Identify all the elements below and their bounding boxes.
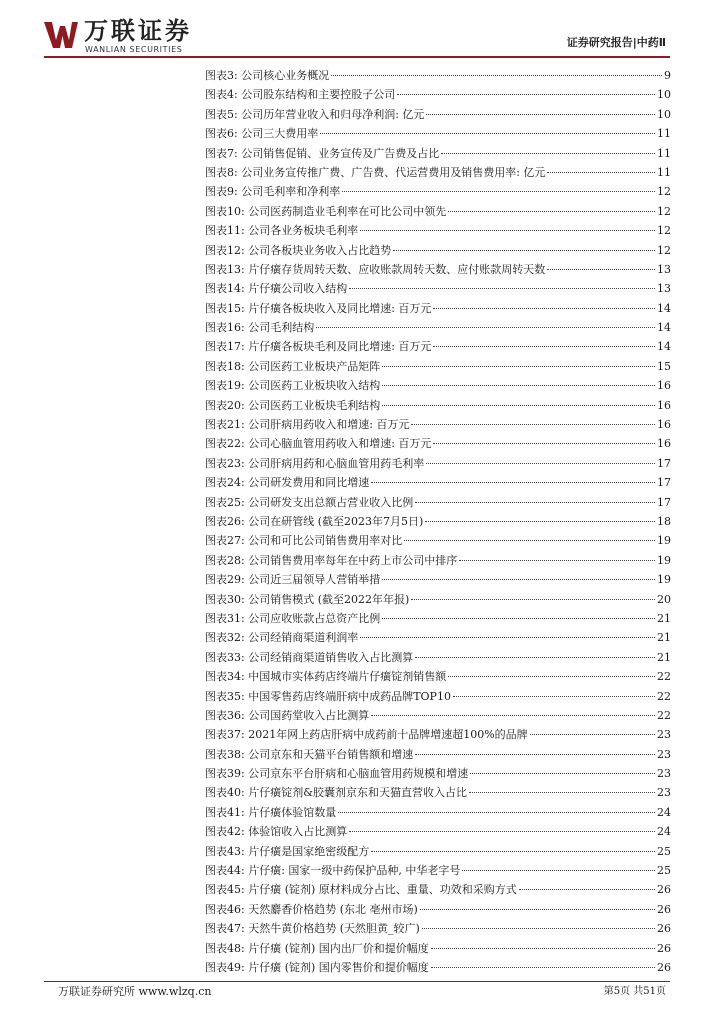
toc-entry-page: 14 xyxy=(657,301,671,315)
toc-entry-label: 图表10: 公司医药制造业毛利率在可比公司中领先 xyxy=(205,204,447,218)
toc-entry-page: 9 xyxy=(664,69,671,82)
toc-leader-dots xyxy=(433,345,655,347)
toc-entry-page: 24 xyxy=(657,805,671,819)
toc-entry[interactable] xyxy=(205,861,671,880)
toc-entry-label: 图表6: 公司三大费用率 xyxy=(205,127,319,141)
toc-entry-label: 图表45: 片仔癀 (锭剂) 原材料成分占比、重量、功效和采购方式 xyxy=(205,883,517,897)
toc-entry-label: 图表38: 公司京东和天猫平台销售额和增速 xyxy=(205,747,414,761)
toc-entry-page: 22 xyxy=(657,708,671,722)
logo-english-name: WANLIAN SECURITIES xyxy=(85,45,183,54)
toc-entry-page: 23 xyxy=(657,767,671,781)
toc-leader-dots xyxy=(338,811,655,813)
toc-entry[interactable] xyxy=(205,609,671,628)
toc-entry-label: 图表47: 天然牛黄价格趋势 (天然胆黄_较广) xyxy=(205,922,420,936)
toc-leader-dots xyxy=(431,966,655,968)
toc-leader-dots xyxy=(382,617,655,619)
toc-leader-dots xyxy=(382,578,655,580)
toc-entry[interactable] xyxy=(205,241,671,260)
toc-entry[interactable] xyxy=(205,493,671,512)
toc-leader-dots xyxy=(433,307,655,309)
toc-entry-page: 22 xyxy=(657,670,671,684)
toc-entry-label: 图表11: 公司各业务板块毛利率 xyxy=(205,224,359,238)
footer-page-number: 第5页 共51页 xyxy=(603,986,666,997)
toc-entry-page: 25 xyxy=(657,844,671,858)
toc-entry-label: 图表7: 公司销售促销、业务宣传及广告费及占比 xyxy=(205,146,440,160)
toc-entry[interactable] xyxy=(205,434,671,453)
toc-entry-label: 图表21: 公司肝病用药收入和增速: 百万元 xyxy=(205,418,410,432)
toc-entry-page: 16 xyxy=(657,418,671,432)
toc-entry[interactable] xyxy=(205,958,671,977)
toc-leader-dots xyxy=(360,636,655,638)
toc-leader-dots xyxy=(530,733,655,735)
toc-entry-page: 11 xyxy=(657,165,671,179)
toc-entry-page: 14 xyxy=(657,340,671,354)
toc-entry[interactable] xyxy=(205,706,671,725)
toc-entry-label: 图表41: 片仔癀体验馆数量 xyxy=(205,805,337,819)
toc-leader-dots xyxy=(426,113,655,115)
toc-leader-dots xyxy=(371,481,655,483)
toc-entry-label: 图表28: 公司销售费用率每年在中药上市公司中排序 xyxy=(205,553,458,567)
toc-entry[interactable] xyxy=(205,473,671,492)
toc-entry-page: 22 xyxy=(657,689,671,703)
toc-entry[interactable] xyxy=(205,842,671,861)
toc-leader-dots xyxy=(422,927,655,929)
toc-leader-dots xyxy=(393,249,655,251)
toc-entry[interactable] xyxy=(205,357,671,376)
toc-leader-dots xyxy=(415,753,655,755)
toc-entry-page: 26 xyxy=(657,941,671,955)
toc-entry-page: 14 xyxy=(657,321,671,335)
toc-entry[interactable] xyxy=(205,396,671,415)
toc-leader-dots xyxy=(470,772,655,774)
toc-leader-dots xyxy=(426,462,655,464)
toc-entry-page: 12 xyxy=(657,243,671,257)
toc-leader-dots xyxy=(411,423,655,425)
figure-table-of-contents xyxy=(205,66,671,977)
toc-entry-label: 图表39: 公司京东平台肝病和心脑血管用药规模和增速 xyxy=(205,767,469,781)
toc-entry-label: 图表35: 中国零售药店终端肝病中成药品牌TOP10 xyxy=(205,689,451,703)
toc-entry-label: 图表8: 公司业务宣传推广费、广告费、代运营费用及销售费用率: 亿元 xyxy=(205,165,546,179)
toc-entry-label: 图表12: 公司各板块业务收入占比趋势 xyxy=(205,243,392,257)
toc-entry[interactable] xyxy=(205,725,671,744)
toc-leader-dots xyxy=(320,132,655,134)
toc-entry[interactable] xyxy=(205,299,671,318)
toc-leader-dots xyxy=(469,791,655,793)
toc-entry-page: 12 xyxy=(657,224,671,238)
toc-entry-page: 12 xyxy=(657,204,671,218)
toc-leader-dots xyxy=(433,442,655,444)
toc-entry-page: 12 xyxy=(657,185,671,199)
toc-entry[interactable] xyxy=(205,163,671,182)
toc-leader-dots xyxy=(404,539,655,541)
toc-entry[interactable] xyxy=(205,939,671,958)
toc-leader-dots xyxy=(431,947,655,949)
toc-leader-dots xyxy=(342,190,655,192)
toc-entry-page: 11 xyxy=(657,146,671,160)
toc-entry[interactable] xyxy=(205,687,671,706)
toc-entry-label: 图表3: 公司核心业务概况 xyxy=(205,69,330,82)
toc-leader-dots xyxy=(448,675,655,677)
toc-entry-label: 图表20: 公司医药工业板块毛利结构 xyxy=(205,398,381,412)
toc-entry[interactable] xyxy=(205,628,671,647)
toc-entry-page: 19 xyxy=(657,553,671,567)
toc-entry-label: 图表29: 公司近三届领导人营销举措 xyxy=(205,573,381,587)
toc-entry-page: 16 xyxy=(657,398,671,412)
toc-leader-dots xyxy=(331,74,662,76)
toc-entry-page: 26 xyxy=(657,922,671,936)
toc-entry-page: 13 xyxy=(657,282,671,296)
toc-entry[interactable] xyxy=(205,667,671,686)
toc-leader-dots xyxy=(441,152,655,154)
toc-leader-dots xyxy=(371,850,655,852)
toc-entry[interactable] xyxy=(205,124,671,143)
toc-entry-label: 图表9: 公司毛利率和净利率 xyxy=(205,185,341,199)
toc-leader-dots xyxy=(547,268,655,270)
toc-entry-page: 18 xyxy=(657,514,671,528)
toc-leader-dots xyxy=(349,287,655,289)
toc-leader-dots xyxy=(453,695,655,697)
toc-entry[interactable] xyxy=(205,512,671,531)
toc-entry[interactable] xyxy=(205,570,671,589)
wanlian-logo-icon xyxy=(44,20,78,50)
toc-entry-page: 26 xyxy=(657,960,671,974)
toc-entry[interactable] xyxy=(205,919,671,938)
toc-leader-dots xyxy=(425,520,655,522)
footer-divider xyxy=(44,981,670,982)
toc-leader-dots xyxy=(382,365,655,367)
toc-entry-label: 图表40: 片仔癀锭剂&胶囊剂京东和天猫直营收入占比 xyxy=(205,786,467,800)
toc-entry[interactable] xyxy=(205,880,671,899)
toc-entry-label: 图表16: 公司毛利结构 xyxy=(205,321,315,335)
toc-entry[interactable] xyxy=(205,764,671,783)
toc-leader-dots xyxy=(360,229,655,231)
toc-entry[interactable] xyxy=(205,590,671,609)
toc-leader-dots xyxy=(411,598,655,600)
toc-entry-page: 23 xyxy=(657,786,671,800)
toc-leader-dots xyxy=(448,210,655,212)
toc-leader-dots xyxy=(415,656,655,658)
toc-entry-label: 图表37: 2021年网上药店肝病中成药前十品牌增速超100%的品牌 xyxy=(205,728,528,742)
toc-entry-page: 21 xyxy=(657,631,671,645)
toc-entry-page: 11 xyxy=(657,127,671,141)
toc-entry[interactable] xyxy=(205,376,671,395)
toc-entry-label: 图表4: 公司股东结构和主要控股子公司 xyxy=(205,88,396,102)
toc-entry[interactable] xyxy=(205,202,671,221)
toc-entry-page: 25 xyxy=(657,864,671,878)
toc-leader-dots xyxy=(371,714,655,716)
toc-entry-page: 15 xyxy=(657,359,671,373)
toc-entry-page: 19 xyxy=(657,534,671,548)
toc-entry-page: 19 xyxy=(657,573,671,587)
toc-leader-dots xyxy=(519,888,655,890)
toc-entry-page: 16 xyxy=(657,379,671,393)
toc-entry-label: 图表33: 公司经销商渠道销售收入占比测算 xyxy=(205,650,414,664)
toc-entry[interactable] xyxy=(205,85,671,104)
toc-entry-label: 图表18: 公司医药工业板块产品矩阵 xyxy=(205,359,381,373)
toc-entry[interactable] xyxy=(205,182,671,201)
toc-leader-dots xyxy=(459,559,655,561)
toc-entry-label: 图表32: 公司经销商渠道利润率 xyxy=(205,631,359,645)
toc-entry-label: 图表17: 片仔癀各板块毛利及同比增速: 百万元 xyxy=(205,340,432,354)
toc-leader-dots xyxy=(316,326,655,328)
toc-entry-label: 图表42: 体验馆收入占比测算 xyxy=(205,825,348,839)
toc-entry-label: 图表48: 片仔癀 (锭剂) 国内出厂价和提价幅度 xyxy=(205,941,429,955)
report-type-tag: 证券研究报告|中药Ⅱ xyxy=(566,36,666,49)
toc-leader-dots xyxy=(547,171,655,173)
toc-leader-dots xyxy=(415,501,655,503)
toc-entry-page: 17 xyxy=(657,476,671,490)
toc-entry-page: 13 xyxy=(657,262,671,276)
toc-entry-label: 图表27: 公司和可比公司销售费用率对比 xyxy=(205,534,403,548)
toc-entry-page: 10 xyxy=(657,107,671,121)
toc-entry-label: 图表13: 片仔癀存货周转天数、应收账款周转天数、应付账款周转天数 xyxy=(205,262,546,276)
toc-entry-label: 图表23: 公司肝病用药和心脑血管用药毛利率 xyxy=(205,456,425,470)
page-header xyxy=(0,0,724,62)
toc-entry-page: 17 xyxy=(657,495,671,509)
toc-entry-label: 图表44: 片仔癀: 国家一级中药保护品种, 中华老字号 xyxy=(205,864,461,878)
toc-entry-page: 26 xyxy=(657,902,671,916)
toc-entry-page: 17 xyxy=(657,456,671,470)
toc-entry-label: 图表24: 公司研发费用和同比增速 xyxy=(205,476,370,490)
toc-entry-label: 图表30: 公司销售模式 (截至2022年年报) xyxy=(205,592,410,606)
toc-entry[interactable] xyxy=(205,279,671,298)
toc-entry[interactable] xyxy=(205,337,671,356)
header-divider xyxy=(44,56,670,58)
toc-entry[interactable] xyxy=(205,783,671,802)
toc-entry[interactable] xyxy=(205,900,671,919)
toc-entry[interactable] xyxy=(205,66,671,85)
toc-entry[interactable] xyxy=(205,745,671,764)
toc-entry-page: 10 xyxy=(657,88,671,102)
toc-entry-page: 24 xyxy=(657,825,671,839)
toc-leader-dots xyxy=(382,384,655,386)
toc-entry-label: 图表25: 公司研发支出总额占营业收入比例 xyxy=(205,495,414,509)
toc-entry[interactable] xyxy=(205,551,671,570)
toc-entry-label: 图表26: 公司在研管线 (截至2023年7月5日) xyxy=(205,514,424,528)
toc-leader-dots xyxy=(420,908,655,910)
logo-chinese-name: 万联证券 xyxy=(84,17,192,45)
toc-entry[interactable] xyxy=(205,822,671,841)
toc-entry-page: 16 xyxy=(657,437,671,451)
toc-entry-label: 图表34: 中国城市实体药店终端片仔癀锭剂销售额 xyxy=(205,670,447,684)
footer-source: 万联证券研究所 www.wlzq.cn xyxy=(58,985,212,998)
toc-entry-label: 图表36: 公司国药堂收入占比测算 xyxy=(205,708,370,722)
toc-entry-page: 21 xyxy=(657,611,671,625)
toc-entry-page: 23 xyxy=(657,728,671,742)
toc-entry-label: 图表5: 公司历年营业收入和归母净利润: 亿元 xyxy=(205,107,425,121)
toc-entry[interactable] xyxy=(205,415,671,434)
toc-leader-dots xyxy=(349,830,655,832)
toc-entry-label: 图表14: 片仔癀公司收入结构 xyxy=(205,282,348,296)
toc-entry[interactable] xyxy=(205,144,671,163)
toc-entry-label: 图表22: 公司心脑血管用药收入和增速: 百万元 xyxy=(205,437,432,451)
toc-entry-page: 20 xyxy=(657,592,671,606)
toc-entry-page: 21 xyxy=(657,650,671,664)
toc-entry-page: 23 xyxy=(657,747,671,761)
toc-entry[interactable] xyxy=(205,318,671,337)
toc-entry[interactable] xyxy=(205,454,671,473)
toc-entry-label: 图表46: 天然麝香价格趋势 (东北 亳州市场) xyxy=(205,902,418,916)
toc-entry-page: 26 xyxy=(657,883,671,897)
toc-entry-label: 图表49: 片仔癀 (锭剂) 国内零售价和提价幅度 xyxy=(205,960,429,974)
toc-entry[interactable] xyxy=(205,803,671,822)
toc-entry[interactable] xyxy=(205,260,671,279)
toc-leader-dots xyxy=(462,869,655,871)
toc-leader-dots xyxy=(382,404,655,406)
toc-entry[interactable] xyxy=(205,531,671,550)
toc-entry-label: 图表31: 公司应收账款占总资产比例 xyxy=(205,611,381,625)
toc-entry-label: 图表19: 公司医药工业板块收入结构 xyxy=(205,379,381,393)
toc-entry[interactable] xyxy=(205,221,671,240)
toc-leader-dots xyxy=(397,93,655,95)
toc-entry[interactable] xyxy=(205,648,671,667)
toc-entry-label: 图表43: 片仔癀是国家绝密级配方 xyxy=(205,844,370,858)
toc-entry-label: 图表15: 片仔癀各板块收入及同比增速: 百万元 xyxy=(205,301,432,315)
toc-entry[interactable] xyxy=(205,105,671,124)
